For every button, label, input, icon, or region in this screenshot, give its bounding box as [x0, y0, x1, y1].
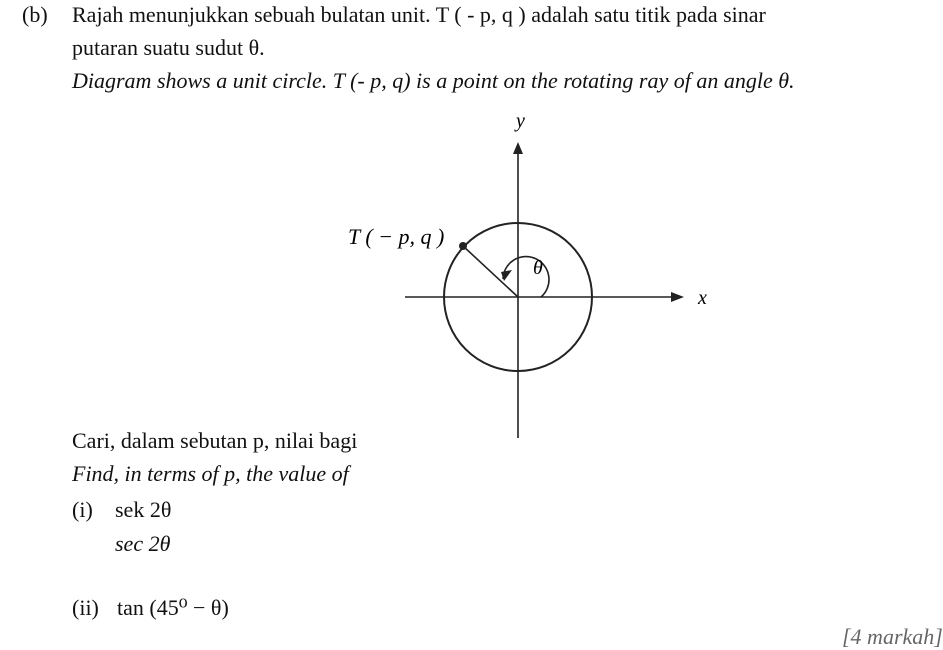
question-label: (b) [22, 2, 48, 27]
task-english: Find, in terms of p, the value of [72, 461, 349, 486]
question-english: Diagram shows a unit circle. T (- p, q) is a point on the rotating ray of an angle θ. [72, 68, 795, 93]
point-t [459, 242, 467, 250]
y-axis-arrowhead [513, 142, 523, 154]
question-malay-line-2: putaran suatu sudut θ. [72, 35, 265, 60]
angle-arc-arrowhead [501, 270, 512, 281]
part-ii-malay: tan (45⁰ − θ) [117, 595, 229, 620]
marks-label: [4 markah] [842, 624, 943, 649]
part-i-number: (i) [72, 497, 93, 522]
x-axis-arrowhead [671, 292, 684, 302]
angle-label: θ [533, 257, 543, 279]
task-malay: Cari, dalam sebutan p, nilai bagi [72, 428, 358, 453]
part-ii-number: (ii) [72, 595, 99, 620]
y-axis-label: y [516, 110, 525, 132]
question-malay-line-1: Rajah menunjukkan sebuah bulatan unit. T ( - p, q ) adalah satu titik pada sinar [72, 2, 766, 27]
x-axis-label: x [698, 287, 707, 309]
part-i-english: sec 2θ [115, 531, 171, 556]
part-i-malay: sek 2θ [115, 497, 172, 522]
point-t-label: T ( − p, q ) [348, 224, 445, 249]
